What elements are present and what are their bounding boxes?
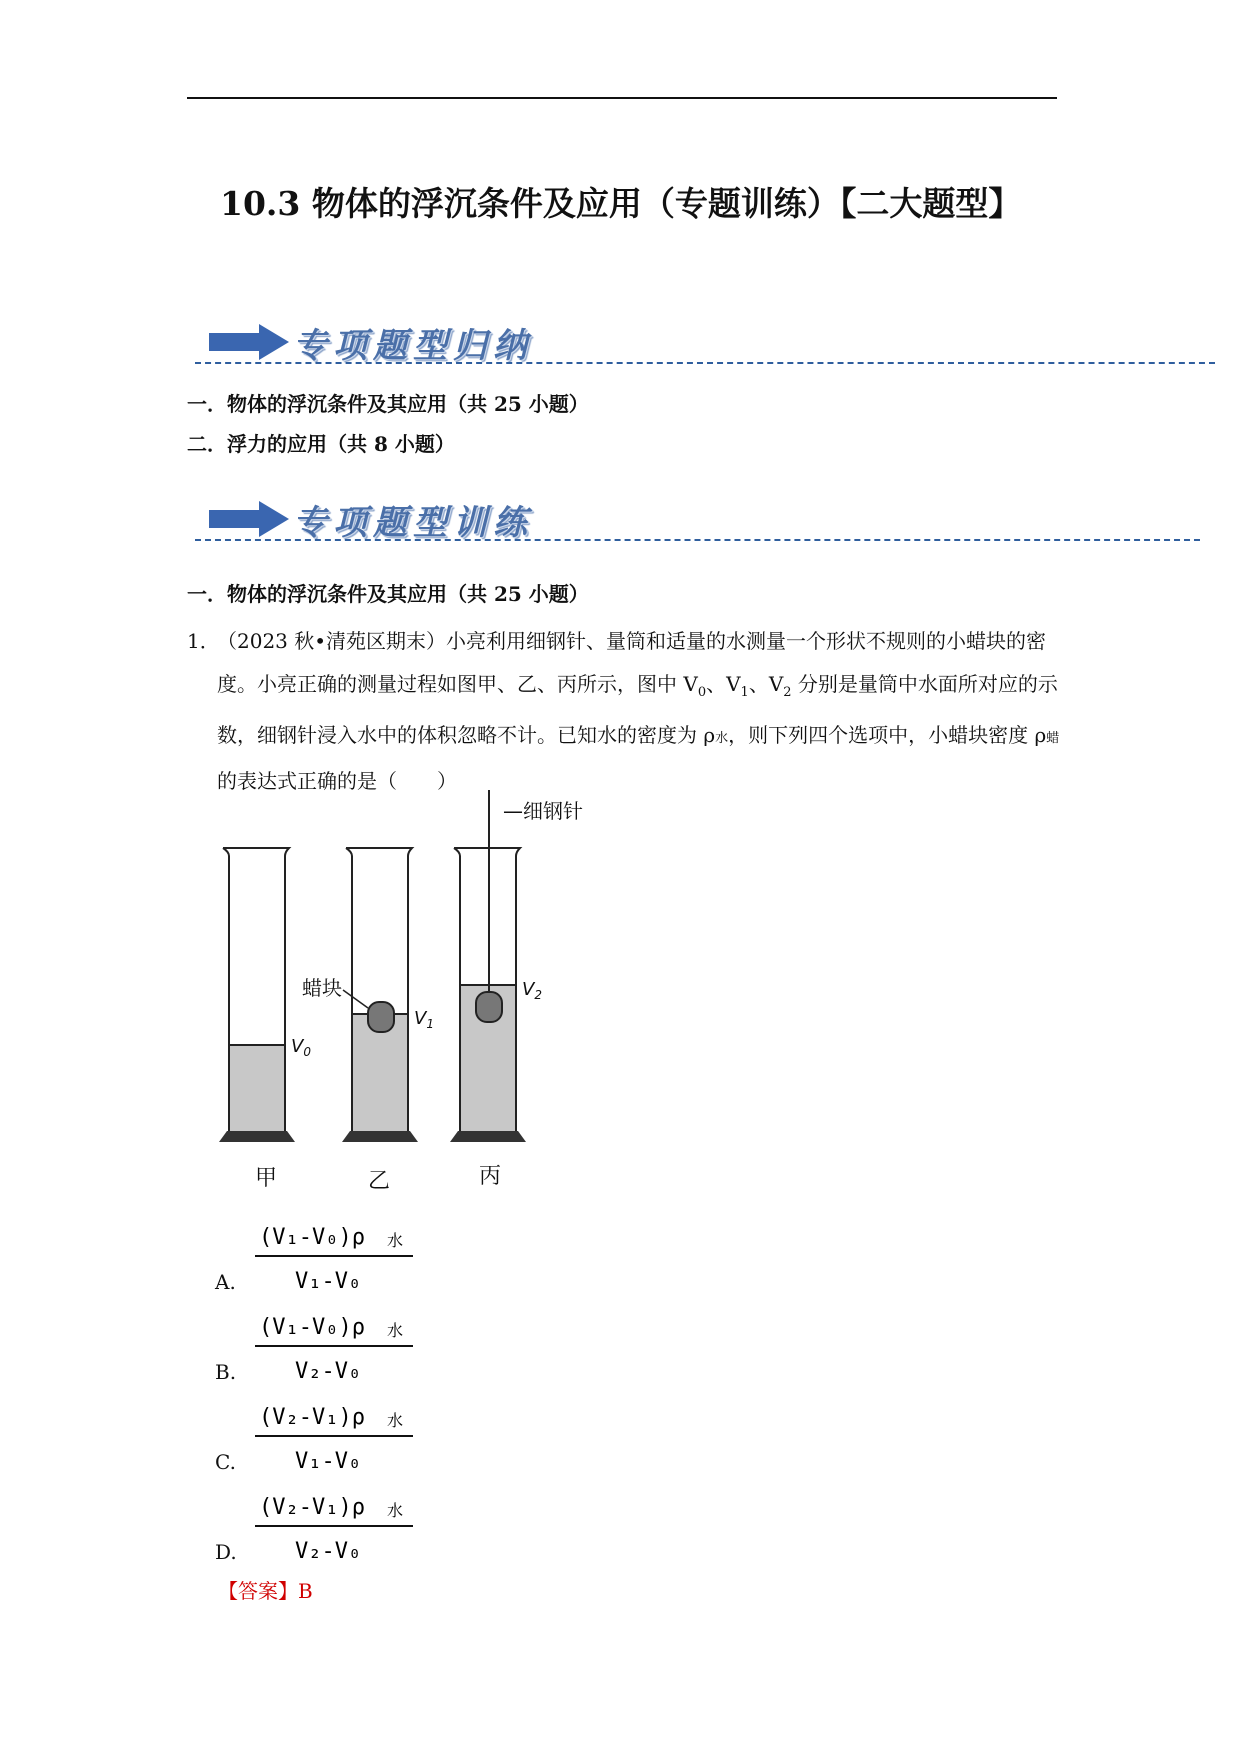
toc-item-1: 一．物体的浮沉条件及其应用（共 25 小题） xyxy=(187,392,589,416)
question-body: （2023 秋•清苑区期末）小亮利用细钢针、量筒和适量的水测量一个形状不规则的小蜡块的密度。小亮正确的测量过程如图甲、乙、丙所示，图中 $V_0$、$V_1$、$V_2$ 分别是量筒中水面所对应的示数，细钢针浸入水中的体积忽略不计。已知水的密度为 ρ水，则下列四个选项中，小蜡块密度 ρ蜡的表达式正确的是（ ） xyxy=(217,629,1060,793)
cylinder-label-jia: 甲 xyxy=(255,1166,278,1191)
svg-text:水: 水 xyxy=(387,1411,404,1430)
v1-label: $V_1$ xyxy=(414,1008,434,1031)
question-number: 1． xyxy=(187,629,220,653)
section-banner-training xyxy=(195,487,1200,547)
option-a-label: A. xyxy=(215,1270,236,1294)
option-b-fraction xyxy=(255,1302,415,1392)
svg-text:(V₁-V₀)ρ: (V₁-V₀)ρ xyxy=(259,1315,365,1340)
cylinder-jia xyxy=(219,848,295,1142)
page-title: 10.3 物体的浮沉条件及应用（专题训练）【二大题型】 xyxy=(220,184,1022,223)
needle-label: —细钢针 xyxy=(503,799,583,823)
option-c-fraction xyxy=(255,1392,415,1482)
header-rule xyxy=(187,97,1057,99)
option-b-label: B. xyxy=(215,1360,237,1384)
banner-title: 专项题型归纳 xyxy=(293,326,533,366)
svg-text:V₁-V₀: V₁-V₀ xyxy=(295,1269,362,1294)
arrow-right-icon xyxy=(209,501,289,537)
banner-divider xyxy=(195,362,1215,364)
cylinder-label-bing: 丙 xyxy=(479,1164,502,1189)
question-1 xyxy=(187,620,1067,803)
section-heading: 一．物体的浮沉条件及其应用（共 25 小题） xyxy=(187,582,589,606)
svg-text:水: 水 xyxy=(387,1231,404,1250)
toc-item-2: 二．浮力的应用（共 8 小题） xyxy=(187,432,455,456)
svg-text:(V₂-V₁)ρ: (V₂-V₁)ρ xyxy=(259,1405,365,1430)
svg-text:V₂-V₀: V₂-V₀ xyxy=(295,1359,362,1384)
option-d-label: D. xyxy=(215,1540,237,1564)
banner-divider xyxy=(195,539,1200,541)
option-c-label: C. xyxy=(215,1450,236,1474)
svg-text:水: 水 xyxy=(387,1321,404,1340)
arrow-right-icon xyxy=(209,324,289,360)
banner-title: 专项题型训练 xyxy=(293,503,533,543)
option-d-fraction xyxy=(255,1482,415,1572)
option-a-fraction xyxy=(255,1212,415,1302)
v2-label: $V_2$ xyxy=(522,979,542,1002)
cylinder-label-yi: 乙 xyxy=(368,1169,391,1194)
section-banner-summary xyxy=(195,310,1215,370)
v0-label: $V_0$ xyxy=(291,1036,311,1059)
cylinder-bing xyxy=(450,790,526,1142)
measuring-cylinder-figure xyxy=(205,790,605,1210)
svg-text:V₂-V₀: V₂-V₀ xyxy=(295,1539,362,1564)
answer-text: 【答案】B xyxy=(218,1579,313,1603)
svg-text:V₁-V₀: V₁-V₀ xyxy=(295,1449,362,1474)
wax-label: 蜡块 xyxy=(302,976,342,1000)
svg-text:(V₂-V₁)ρ: (V₂-V₁)ρ xyxy=(259,1495,365,1520)
svg-text:(V₁-V₀)ρ: (V₁-V₀)ρ xyxy=(259,1225,365,1250)
cylinder-yi xyxy=(342,848,418,1142)
svg-text:水: 水 xyxy=(387,1501,404,1520)
